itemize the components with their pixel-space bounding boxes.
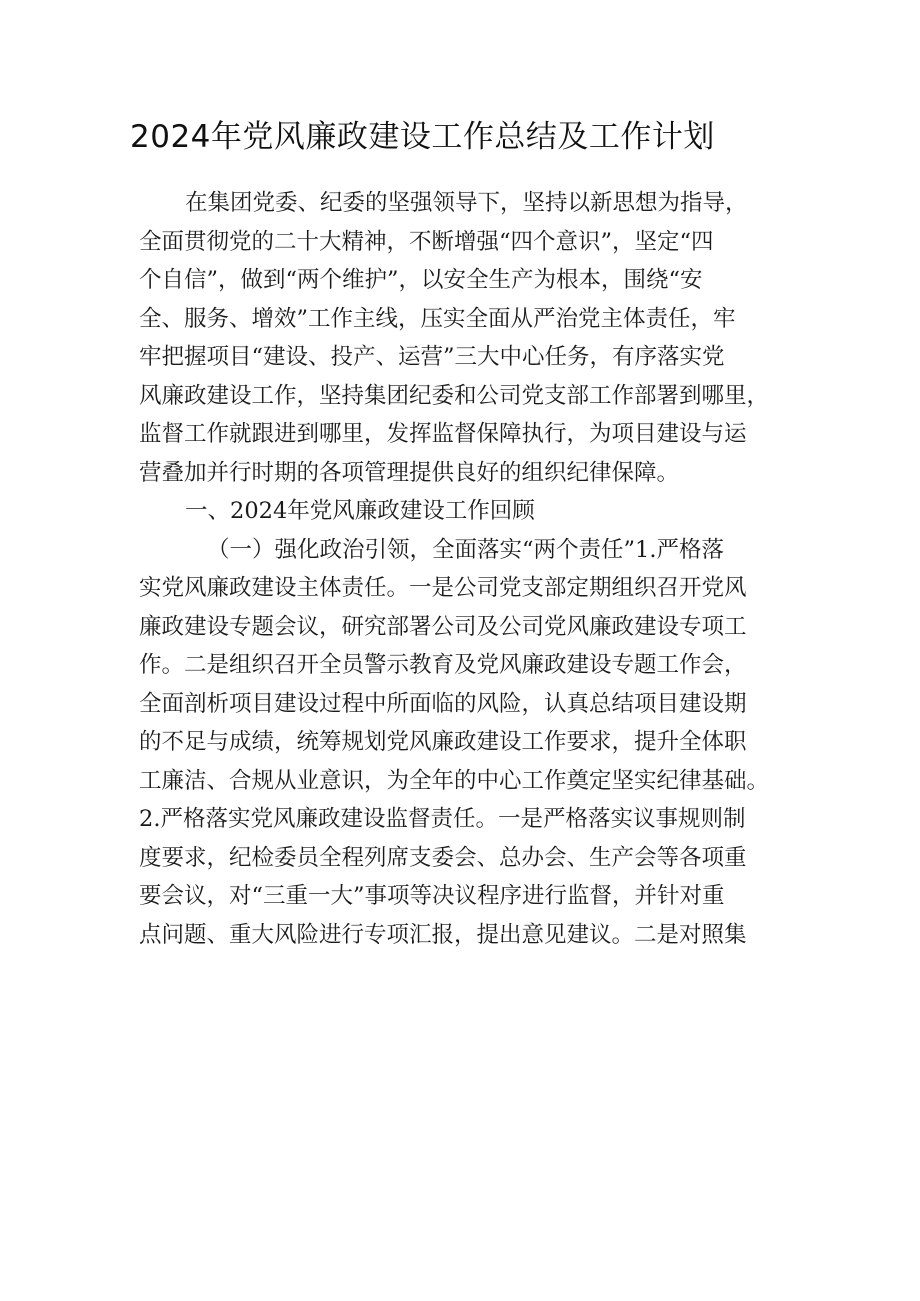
paragraph-line: 个自信”，做到“两个维护”，以安全生产为根本，围绕“安 [139,267,703,293]
paragraph-line: 点问题、重大风险进行专项汇报，提出意见建议。二是对照集 [139,921,747,948]
paragraph-line: 牢把握项目“建设、投产、运营”三大中心任务，有序落实党 [139,344,725,370]
paragraph-line: 监督工作就跟进到哪里，发挥监督保障执行，为项目建设与运 [139,421,747,447]
paragraph-line: 全、服务、增效”工作主线，压实全面从严治党主体责任，牢 [139,305,736,332]
paragraph-line: 的不足与成绩，统筹规划党风廉政建设工作要求，提升全体职 [139,729,747,755]
paragraph-line: 风廉政建设工作，坚持集团纪委和公司党支部工作部署到哪里， [139,382,770,409]
paragraph-line: 营叠加并行时期的各项管理提供良好的组织纪律保障。 [139,459,680,486]
paragraph-line: 2.严格落实党风廉政建设监督责任。一是严格落实议事规则制 [139,806,746,832]
paragraph-line: 工廉洁、合规从业意识，为全年的中心工作奠定坚实纪律基础。 [139,767,770,794]
paragraph-line: 全面剖析项目建设过程中所面临的风险，认真总结项目建设期 [139,690,747,717]
paragraph-line: 廉政建设专题会议，研究部署公司及公司党风廉政建设专项工 [139,613,747,640]
paragraph-line: 在集团党委、纪委的坚强领导下，坚持以新思想为指导， [185,190,748,216]
document-title: 2024年党风廉政建设工作总结及工作计划 [130,119,715,155]
paragraph-line: 度要求，纪检委员全程列席支委会、总办会、生产会等各项重 [139,844,747,871]
paragraph-line: 全面贯彻党的二十大精神，不断增强“四个意识”，坚定“四 [139,228,714,255]
section-heading: 一、2024年党风廉政建设工作回顾 [185,498,535,524]
paragraph-line: 要会议，对“三重一大”事项等决议程序进行监督，并针对重 [139,883,725,909]
paragraph-line: 实党风廉政建设主体责任。一是公司党支部定期组织召开党风 [139,575,747,601]
subsection-heading: （一）强化政治引领，全面落实“两个责任”1.严格落 [207,536,724,563]
document-body [139,184,807,954]
paragraph-line: 作。二是组织召开全员警示教育及党风廉政建设专题工作会， [139,652,747,678]
